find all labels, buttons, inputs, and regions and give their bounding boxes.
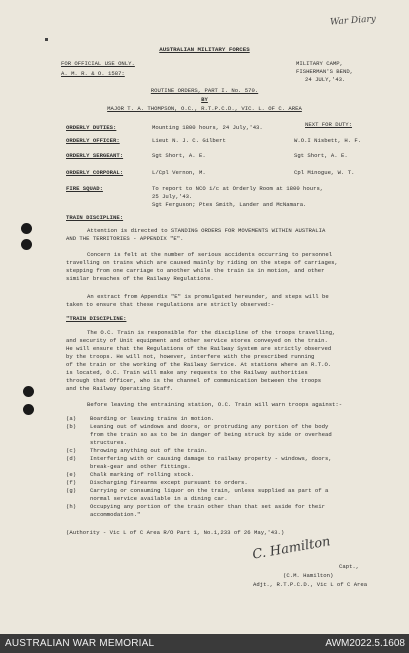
war-diary-annotation: War Diary [329,14,377,28]
oc-line: and security of Unit equipment and other service stores conveyed on the train. [66,337,328,344]
concern-line: similar breaches of the Railway Regulations. [66,275,214,282]
item-line: from the train so as to be in danger of being struck by side or overhead [90,431,332,438]
item-line: Occupying any portion of the train other than that set aside for their [90,503,325,510]
extract-line: An extract from Appendix "E" is promulgated hereunder, and steps will be [87,293,329,300]
duty-current: Lieut N. J. C. Gilbert [152,137,226,144]
quoted-heading: "TRAIN DISCIPLINE: [66,315,127,322]
item-key: (g) [66,487,77,494]
train-discipline-heading: TRAIN DISCIPLINE: [66,214,124,221]
oc-line: through that Officer, who is the channel of communication between the troops [66,377,322,384]
item-line: Chalk marking of rolling stock. [90,471,195,478]
orders-title: ROUTINE ORDERS, PART I. No. 570. [150,87,259,94]
oc-line: The O.C. Train is responsible for the discipline of the troops travelling, [87,329,336,336]
handwritten-signature: C. Hamilton [251,534,332,563]
orders-by: BY [201,96,208,103]
item-line: normal service available in a dining car. [90,495,228,502]
fire-squad-label: FIRE SQUAD: [66,185,103,192]
oc-line: of the train or the working of the Railway Service. At stations where an R.T.O. [66,361,332,368]
oc-line: and the Railway Operating Staff. [66,385,174,392]
signatory-title: Adjt., R.T.P.C.D., Vic L of C Area [253,581,368,588]
duty-label: ORDERLY DUTIES: [66,124,117,131]
duty-current: Sgt Short, A. E. [152,152,206,159]
duty-current: L/Cpl Vernon, M. [152,169,206,176]
duty-label: ORDERLY SERGEANT: [66,152,124,159]
binder-hole [23,404,34,415]
signatory-name: (C.M. Hamilton) [283,572,334,579]
fire-squad-line: Sgt Ferguson; Ptes Smith, Lander and McNamara. [152,201,307,208]
item-line: Throwing anything out of the train. [90,447,208,454]
before-leaving-line: Before leaving the entraining station, O.C. Train will warn troops against:- [87,401,343,408]
duty-label: ORDERLY OFFICER: [66,137,120,144]
item-line: break-gear and other fittings. [90,463,191,470]
concern-line: stepping from one carriage to another while the train is in motion, and other [66,267,325,274]
item-key: (f) [66,479,77,486]
archive-footer [0,634,409,653]
oc-line: He will ensure that the Regulations of the Railway System are strictly observed [66,345,332,352]
attention-line: AND THE TERRITORIES - APPENDIX "E". [66,235,184,242]
document-heading: AUSTRALIAN MILITARY FORCES [159,46,250,53]
security-classification: FOR OFFICIAL USE ONLY. [61,60,135,67]
duty-next: W.O.I Nisbett, H. F. [294,137,362,144]
staple-mark [45,38,48,41]
item-key: (a) [66,415,77,422]
duty-next: Sgt Short, A. E. [294,152,348,159]
item-line: Boarding or leaving trains in motion. [90,415,215,422]
next-for-duty-heading: NEXT FOR DUTY: [305,121,352,128]
fire-squad-line: To report to NCO i/c at Orderly Room at 1800 hours, [152,185,324,192]
item-line: Interfering with or causing damage to railway property - windows, doors, [90,455,332,462]
binder-hole [21,223,32,234]
item-key: (d) [66,455,77,462]
oc-line: by the troops. He will not, however, interfere with the prescribed running [66,353,315,360]
binder-hole [21,239,32,250]
authority-line: (Authority - Vic L of C Area R/O Part 1, No.1,233 of 26 May,'43.) [66,529,285,536]
archive-name: AUSTRALIAN WAR MEMORIAL [5,638,155,649]
concern-line: travelling on trains which are caused mainly by riding on the steps of carriages, [66,259,338,266]
item-key: (b) [66,423,77,430]
date-line: 24 JULY,'43. [305,76,346,83]
item-line: Discharging firearms except pursuant to orders. [90,479,248,486]
commander-line: MAJOR T. A. THOMPSON, O.C., R.T.P.C.D., VIC. L. OF C. AREA [107,105,302,112]
duty-current: Mounting 1800 hours, 24 July,'43. [152,124,263,131]
item-key: (c) [66,447,77,454]
duty-next: Cpl Minogue, W. T. [294,169,355,176]
item-line: Carrying or consuming liquor on the train, unless supplied as part of a [90,487,329,494]
extract-line: taken to ensure that these regulations are strictly observed:- [66,301,275,308]
item-key: (h) [66,503,77,510]
archive-reference: AWM2022.5.1608 [325,638,405,649]
binder-hole [23,386,34,397]
attention-line: Attention is directed to STANDING ORDERS FOR MOVEMENTS WITHIN AUSTRALIA [87,227,326,234]
item-key: (e) [66,471,77,478]
item-line: structures. [90,439,127,446]
fire-squad-line: 25 July,'43. [152,193,193,200]
concern-line: Concern is felt at the number of serious accidents occurring to personnel [87,251,333,258]
oc-line: is located, O.C. Train will make any requests to the Railway authorities [66,369,308,376]
location-line-1: MILITARY CAMP, [296,60,343,67]
duty-label: ORDERLY CORPORAL: [66,169,124,176]
item-line: Leaning out of windows and doors, or protruding any portion of the body [90,423,329,430]
signatory-rank: Capt., [339,563,360,570]
location-line-2: FISHERMAN'S BEND, [296,68,354,75]
regulation-reference: A. M. R. & O. 1587: [61,70,125,77]
item-line: accommodation." [90,511,141,518]
